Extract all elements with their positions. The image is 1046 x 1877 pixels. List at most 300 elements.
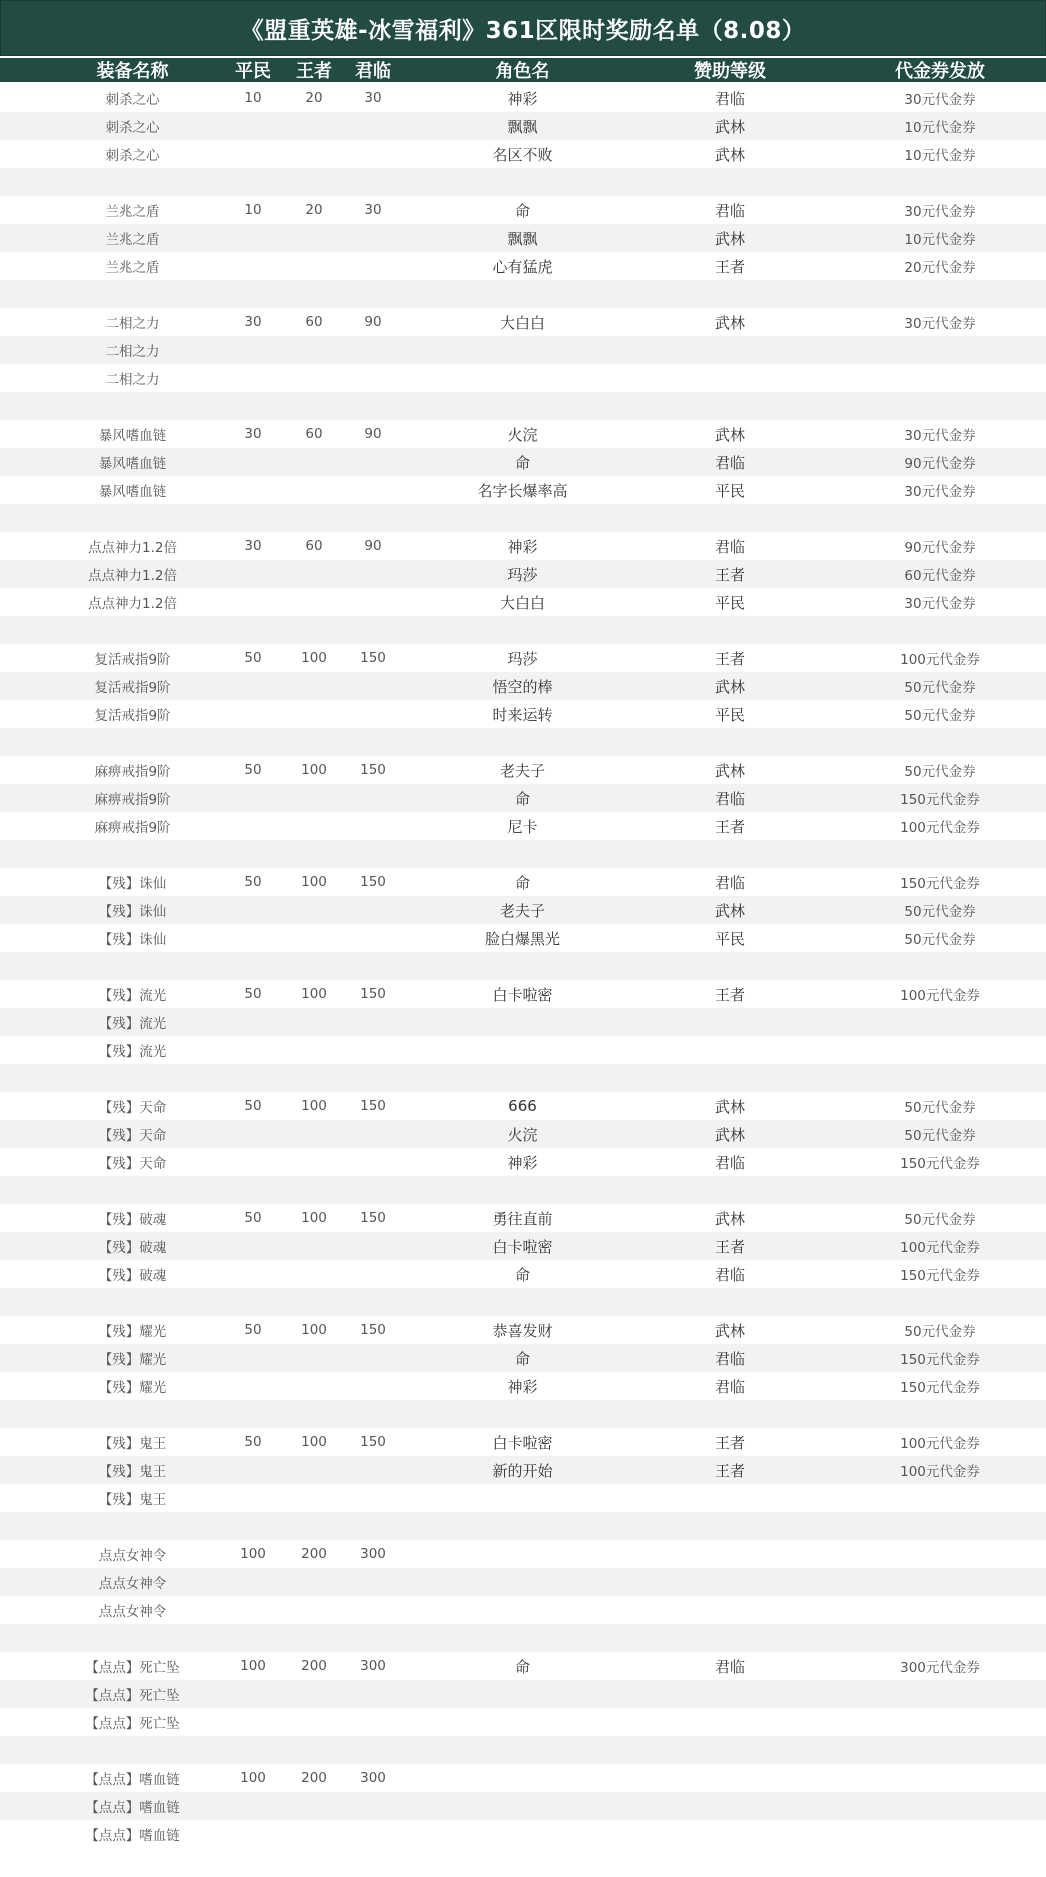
pingmin-cell xyxy=(222,1232,284,1260)
pingmin-cell xyxy=(222,1344,284,1372)
junlin-cell xyxy=(342,1624,404,1652)
table-row xyxy=(0,1288,1046,1316)
sponsor-level-cell xyxy=(670,504,790,532)
role-name-cell xyxy=(430,280,615,308)
pingmin-cell: 50 xyxy=(244,1210,262,1226)
header-voucher: 代金券发放 xyxy=(895,61,985,82)
wangzhe-cell: 60 xyxy=(305,314,323,330)
junlin-cell xyxy=(342,168,404,196)
voucher-cell: 60元代金券 xyxy=(904,568,976,584)
table-row xyxy=(0,112,1046,140)
sponsor-level-cell: 武林 xyxy=(714,1097,745,1116)
sponsor-level-cell xyxy=(670,1568,790,1596)
pingmin-cell xyxy=(222,1680,284,1708)
sponsor-level-cell xyxy=(670,1400,790,1428)
voucher-cell: 150元代金券 xyxy=(900,1380,980,1396)
sponsor-level-cell: 武林 xyxy=(714,901,745,920)
junlin-cell xyxy=(342,1568,404,1596)
table-row xyxy=(0,364,1046,392)
role-name-cell: 脸白爆黑光 xyxy=(484,929,560,948)
wangzhe-cell xyxy=(283,924,345,952)
equip-name-cell xyxy=(50,280,215,308)
role-name-cell: 时来运转 xyxy=(492,705,553,724)
table-row xyxy=(0,756,1046,784)
junlin-cell xyxy=(342,336,404,364)
wangzhe-cell xyxy=(283,672,345,700)
wangzhe-cell xyxy=(283,1792,345,1820)
role-name-cell xyxy=(430,392,615,420)
sponsor-level-cell xyxy=(670,1680,790,1708)
table-row xyxy=(0,1400,1046,1428)
sponsor-level-cell: 王者 xyxy=(714,257,745,276)
role-name-cell: 白卡啦密 xyxy=(492,985,553,1004)
role-name-cell: 名字长爆率高 xyxy=(477,481,568,500)
wangzhe-cell: 200 xyxy=(301,1658,327,1674)
table-row xyxy=(0,1708,1046,1736)
table-row xyxy=(0,1596,1046,1624)
wangzhe-cell xyxy=(283,224,345,252)
role-name-cell: 命 xyxy=(514,1349,530,1368)
role-name-cell: 命 xyxy=(514,201,530,220)
wangzhe-cell xyxy=(283,952,345,980)
role-name-cell: 玛莎 xyxy=(507,649,538,668)
voucher-cell xyxy=(860,392,1020,420)
pingmin-cell xyxy=(222,280,284,308)
sponsor-level-cell: 君临 xyxy=(714,873,745,892)
sponsor-level-cell xyxy=(670,1708,790,1736)
role-name-cell xyxy=(430,616,615,644)
table-row xyxy=(0,1232,1046,1260)
junlin-cell xyxy=(342,1400,404,1428)
pingmin-cell xyxy=(222,1456,284,1484)
junlin-cell xyxy=(342,840,404,868)
equip-name-cell xyxy=(50,168,215,196)
table-row xyxy=(0,224,1046,252)
table-row xyxy=(0,1316,1046,1344)
junlin-cell xyxy=(342,616,404,644)
role-name-cell: 老夫子 xyxy=(499,761,545,780)
equip-name-cell xyxy=(50,1288,215,1316)
equip-name-cell: 【残】流光 xyxy=(98,1044,167,1060)
equip-name-cell: 【残】诛仙 xyxy=(98,932,167,948)
sponsor-level-cell: 君临 xyxy=(714,537,745,556)
role-name-cell: 尼卡 xyxy=(507,817,538,836)
pingmin-cell xyxy=(222,1512,284,1540)
role-name-cell: 老夫子 xyxy=(499,901,545,920)
pingmin-cell xyxy=(222,1820,284,1848)
equip-name-cell: 【残】破魂 xyxy=(98,1240,167,1256)
wangzhe-cell: 100 xyxy=(301,1210,327,1226)
pingmin-cell xyxy=(222,784,284,812)
table-row xyxy=(0,1456,1046,1484)
pingmin-cell xyxy=(222,140,284,168)
voucher-cell: 50元代金券 xyxy=(904,1128,976,1144)
table-row xyxy=(0,1176,1046,1204)
sponsor-level-cell: 王者 xyxy=(714,1237,745,1256)
junlin-cell xyxy=(342,1456,404,1484)
pingmin-cell xyxy=(222,1568,284,1596)
equip-name-cell xyxy=(50,616,215,644)
table-row xyxy=(0,1344,1046,1372)
wangzhe-cell xyxy=(283,1820,345,1848)
sponsor-level-cell xyxy=(670,1596,790,1624)
pingmin-cell xyxy=(222,1288,284,1316)
pingmin-cell xyxy=(222,1372,284,1400)
role-name-cell: 命 xyxy=(514,453,530,472)
table-row xyxy=(0,196,1046,224)
voucher-cell xyxy=(860,1288,1020,1316)
equip-name-cell: 【残】流光 xyxy=(98,988,167,1004)
sponsor-level-cell xyxy=(670,336,790,364)
equip-name-cell: 兰兆之盾 xyxy=(105,232,160,248)
table-row xyxy=(0,420,1046,448)
junlin-cell: 300 xyxy=(360,1770,386,1786)
pingmin-cell xyxy=(222,728,284,756)
junlin-cell xyxy=(342,1148,404,1176)
wangzhe-cell xyxy=(283,1456,345,1484)
role-name-cell xyxy=(430,1036,615,1064)
wangzhe-cell: 100 xyxy=(301,986,327,1002)
wangzhe-cell: 20 xyxy=(305,90,323,106)
equip-name-cell: 【残】诛仙 xyxy=(98,876,167,892)
voucher-cell xyxy=(860,1512,1020,1540)
wangzhe-cell xyxy=(283,364,345,392)
voucher-cell xyxy=(860,1764,1020,1792)
junlin-cell: 90 xyxy=(364,314,382,330)
junlin-cell xyxy=(342,1372,404,1400)
role-name-cell: 白卡啦密 xyxy=(492,1237,553,1256)
wangzhe-cell xyxy=(283,112,345,140)
voucher-cell xyxy=(860,1064,1020,1092)
wangzhe-cell: 100 xyxy=(301,874,327,890)
table-row xyxy=(0,560,1046,588)
sponsor-level-cell xyxy=(670,1036,790,1064)
voucher-cell: 300元代金券 xyxy=(900,1660,980,1676)
equip-name-cell: 【点点】死亡坠 xyxy=(85,1688,180,1704)
wangzhe-cell: 60 xyxy=(305,426,323,442)
voucher-cell: 100元代金券 xyxy=(900,652,980,668)
equip-name-cell: 【残】破魂 xyxy=(98,1212,167,1228)
sponsor-level-cell xyxy=(670,1008,790,1036)
junlin-cell xyxy=(342,1036,404,1064)
equip-name-cell: 【残】鬼王 xyxy=(98,1436,167,1452)
junlin-cell xyxy=(342,560,404,588)
table-row xyxy=(0,1820,1046,1848)
table-row xyxy=(0,1372,1046,1400)
sponsor-level-cell: 武林 xyxy=(714,1209,745,1228)
table-row xyxy=(0,896,1046,924)
equip-name-cell: 【残】鬼王 xyxy=(98,1492,167,1508)
sponsor-level-cell xyxy=(670,1624,790,1652)
junlin-cell xyxy=(342,364,404,392)
role-name-cell: 白卡啦密 xyxy=(492,1433,553,1452)
voucher-cell xyxy=(860,1400,1020,1428)
voucher-cell: 30元代金券 xyxy=(904,428,976,444)
voucher-cell: 50元代金券 xyxy=(904,708,976,724)
junlin-cell xyxy=(342,1708,404,1736)
voucher-cell: 100元代金券 xyxy=(900,820,980,836)
role-name-cell xyxy=(430,1512,615,1540)
role-name-cell xyxy=(430,364,615,392)
pingmin-cell xyxy=(222,252,284,280)
equip-name-cell xyxy=(50,1400,215,1428)
equip-name-cell xyxy=(50,1624,215,1652)
equip-name-cell: 二相之力 xyxy=(105,316,160,332)
header-role-name: 角色名 xyxy=(495,61,550,82)
role-name-cell xyxy=(430,1288,615,1316)
voucher-cell xyxy=(860,1540,1020,1568)
pingmin-cell: 30 xyxy=(244,314,262,330)
voucher-cell xyxy=(860,1820,1020,1848)
equip-name-cell: 暴风嗜血链 xyxy=(98,484,167,500)
page-title: 《盟重英雄-冰雪福利》361区限时奖励名单（8.08） xyxy=(0,0,1046,56)
wangzhe-cell xyxy=(283,1680,345,1708)
equip-name-cell: 【残】鬼王 xyxy=(98,1464,167,1480)
wangzhe-cell xyxy=(283,728,345,756)
wangzhe-cell: 60 xyxy=(305,538,323,554)
sponsor-level-cell xyxy=(670,728,790,756)
voucher-cell: 30元代金券 xyxy=(904,484,976,500)
sponsor-level-cell xyxy=(670,1484,790,1512)
equip-name-cell: 二相之力 xyxy=(105,372,160,388)
pingmin-cell xyxy=(222,336,284,364)
wangzhe-cell xyxy=(283,1120,345,1148)
table-row xyxy=(0,1652,1046,1680)
table-row xyxy=(0,1624,1046,1652)
pingmin-cell xyxy=(222,924,284,952)
voucher-cell xyxy=(860,1036,1020,1064)
wangzhe-cell xyxy=(283,1372,345,1400)
table-row xyxy=(0,952,1046,980)
sponsor-level-cell: 君临 xyxy=(714,1349,745,1368)
sponsor-level-cell: 君临 xyxy=(714,1153,745,1172)
pingmin-cell: 50 xyxy=(244,1098,262,1114)
wangzhe-cell: 20 xyxy=(305,202,323,218)
equip-name-cell: 点点女神令 xyxy=(98,1604,167,1620)
role-name-cell xyxy=(430,1736,615,1764)
sponsor-level-cell xyxy=(670,1792,790,1820)
equip-name-cell: 【残】耀光 xyxy=(98,1324,167,1340)
role-name-cell: 心有猛虎 xyxy=(492,257,553,276)
junlin-cell xyxy=(342,728,404,756)
voucher-cell xyxy=(860,1008,1020,1036)
role-name-cell: 命 xyxy=(514,1657,530,1676)
voucher-cell: 50元代金券 xyxy=(904,1212,976,1228)
junlin-cell xyxy=(342,224,404,252)
role-name-cell xyxy=(430,952,615,980)
wangzhe-cell xyxy=(283,1596,345,1624)
wangzhe-cell xyxy=(283,252,345,280)
table-row xyxy=(0,812,1046,840)
voucher-cell: 50元代金券 xyxy=(904,680,976,696)
voucher-cell xyxy=(860,280,1020,308)
table-row xyxy=(0,1204,1046,1232)
role-name-cell: 命 xyxy=(514,1265,530,1284)
junlin-cell: 30 xyxy=(364,90,382,106)
table-row xyxy=(0,1036,1046,1064)
junlin-cell xyxy=(342,280,404,308)
equip-name-cell: 复活戒指9阶 xyxy=(94,652,171,668)
equip-name-cell: 【残】耀光 xyxy=(98,1380,167,1396)
table-row xyxy=(0,728,1046,756)
wangzhe-cell: 100 xyxy=(301,1322,327,1338)
pingmin-cell xyxy=(222,672,284,700)
junlin-cell xyxy=(342,448,404,476)
pingmin-cell: 50 xyxy=(244,986,262,1002)
table-header xyxy=(0,58,1046,82)
role-name-cell: 命 xyxy=(514,789,530,808)
sponsor-level-cell xyxy=(670,952,790,980)
wangzhe-cell xyxy=(283,616,345,644)
pingmin-cell: 50 xyxy=(244,874,262,890)
voucher-cell: 90元代金券 xyxy=(904,456,976,472)
pingmin-cell xyxy=(222,700,284,728)
wangzhe-cell: 200 xyxy=(301,1770,327,1786)
wangzhe-cell xyxy=(283,1624,345,1652)
junlin-cell xyxy=(342,1064,404,1092)
sponsor-level-cell xyxy=(670,1764,790,1792)
pingmin-cell: 100 xyxy=(240,1770,266,1786)
role-name-cell: 命 xyxy=(514,873,530,892)
table-row xyxy=(0,1484,1046,1512)
sponsor-level-cell xyxy=(670,168,790,196)
voucher-cell: 30元代金券 xyxy=(904,596,976,612)
equip-name-cell: 【残】天命 xyxy=(98,1156,167,1172)
role-name-cell xyxy=(430,1820,615,1848)
pingmin-cell: 100 xyxy=(240,1546,266,1562)
equip-name-cell: 【残】流光 xyxy=(98,1016,167,1032)
header-pingmin: 平民 xyxy=(235,61,271,82)
junlin-cell xyxy=(342,952,404,980)
sponsor-level-cell: 君临 xyxy=(714,89,745,108)
equip-name-cell: 点点女神令 xyxy=(98,1576,167,1592)
junlin-cell xyxy=(342,588,404,616)
table-row xyxy=(0,1736,1046,1764)
role-name-cell: 666 xyxy=(508,1097,537,1115)
table-row xyxy=(0,280,1046,308)
wangzhe-cell xyxy=(283,1512,345,1540)
sponsor-level-cell xyxy=(670,1176,790,1204)
voucher-cell xyxy=(860,1596,1020,1624)
sponsor-level-cell: 君临 xyxy=(714,789,745,808)
sponsor-level-cell: 王者 xyxy=(714,1461,745,1480)
sponsor-level-cell xyxy=(670,1540,790,1568)
pingmin-cell: 50 xyxy=(244,762,262,778)
junlin-cell xyxy=(342,1484,404,1512)
pingmin-cell xyxy=(222,392,284,420)
pingmin-cell: 50 xyxy=(244,650,262,666)
sponsor-level-cell xyxy=(670,840,790,868)
table-row xyxy=(0,924,1046,952)
junlin-cell xyxy=(342,1176,404,1204)
junlin-cell xyxy=(342,504,404,532)
role-name-cell: 神彩 xyxy=(507,1153,538,1172)
wangzhe-cell xyxy=(283,840,345,868)
role-name-cell: 玛莎 xyxy=(507,565,538,584)
table-row xyxy=(0,1064,1046,1092)
junlin-cell xyxy=(342,1680,404,1708)
sponsor-level-cell: 武林 xyxy=(714,145,745,164)
role-name-cell: 神彩 xyxy=(507,1377,538,1396)
role-name-cell xyxy=(430,504,615,532)
pingmin-cell xyxy=(222,896,284,924)
equip-name-cell: 【点点】死亡坠 xyxy=(85,1716,180,1732)
wangzhe-cell xyxy=(283,1568,345,1596)
sponsor-level-cell xyxy=(670,1820,790,1848)
junlin-cell xyxy=(342,1736,404,1764)
pingmin-cell xyxy=(222,112,284,140)
wangzhe-cell xyxy=(283,784,345,812)
junlin-cell xyxy=(342,112,404,140)
voucher-cell xyxy=(860,1736,1020,1764)
table-row xyxy=(0,700,1046,728)
wangzhe-cell xyxy=(283,280,345,308)
junlin-cell xyxy=(342,140,404,168)
voucher-cell xyxy=(860,616,1020,644)
table-row xyxy=(0,1120,1046,1148)
table-row xyxy=(0,840,1046,868)
pingmin-cell xyxy=(222,1792,284,1820)
equip-name-cell: 【点点】嗜血链 xyxy=(85,1772,180,1788)
voucher-cell xyxy=(860,168,1020,196)
header-sponsor-level: 赞助等级 xyxy=(694,61,766,82)
table-row xyxy=(0,1792,1046,1820)
table-row xyxy=(0,1092,1046,1120)
sponsor-level-cell xyxy=(670,392,790,420)
sponsor-level-cell xyxy=(670,1512,790,1540)
role-name-cell: 恭喜发财 xyxy=(492,1321,553,1340)
pingmin-cell xyxy=(222,1008,284,1036)
sponsor-level-cell: 平民 xyxy=(714,481,745,500)
equip-name-cell: 【残】耀光 xyxy=(98,1352,167,1368)
wangzhe-cell xyxy=(283,1260,345,1288)
role-name-cell: 火浣 xyxy=(507,1125,538,1144)
table-row xyxy=(0,252,1046,280)
pingmin-cell xyxy=(222,952,284,980)
equip-name-cell: 复活戒指9阶 xyxy=(94,708,171,724)
wangzhe-cell xyxy=(283,1708,345,1736)
equip-name-cell: 暴风嗜血链 xyxy=(98,428,167,444)
junlin-cell xyxy=(342,672,404,700)
voucher-cell xyxy=(860,1680,1020,1708)
equip-name-cell: 暴风嗜血链 xyxy=(98,456,167,472)
sponsor-level-cell: 君临 xyxy=(714,201,745,220)
junlin-cell xyxy=(342,1344,404,1372)
table-row xyxy=(0,1260,1046,1288)
junlin-cell: 90 xyxy=(364,538,382,554)
equip-name-cell: 【残】天命 xyxy=(98,1100,167,1116)
table-row xyxy=(0,532,1046,560)
table-row xyxy=(0,644,1046,672)
junlin-cell xyxy=(342,1792,404,1820)
voucher-cell: 150元代金券 xyxy=(900,1156,980,1172)
header-wangzhe: 王者 xyxy=(296,61,332,82)
voucher-cell: 100元代金券 xyxy=(900,1240,980,1256)
table-row xyxy=(0,588,1046,616)
junlin-cell xyxy=(342,700,404,728)
table-row xyxy=(0,616,1046,644)
sponsor-level-cell xyxy=(670,1736,790,1764)
voucher-cell: 150元代金券 xyxy=(900,792,980,808)
equip-name-cell: 点点神力1.2倍 xyxy=(88,568,177,584)
role-name-cell: 神彩 xyxy=(507,537,538,556)
sponsor-level-cell: 武林 xyxy=(714,117,745,136)
equip-name-cell: 【点点】嗜血链 xyxy=(85,1800,180,1816)
voucher-cell: 100元代金券 xyxy=(900,1464,980,1480)
wangzhe-cell xyxy=(283,1036,345,1064)
pingmin-cell xyxy=(222,560,284,588)
sponsor-level-cell: 平民 xyxy=(714,929,745,948)
